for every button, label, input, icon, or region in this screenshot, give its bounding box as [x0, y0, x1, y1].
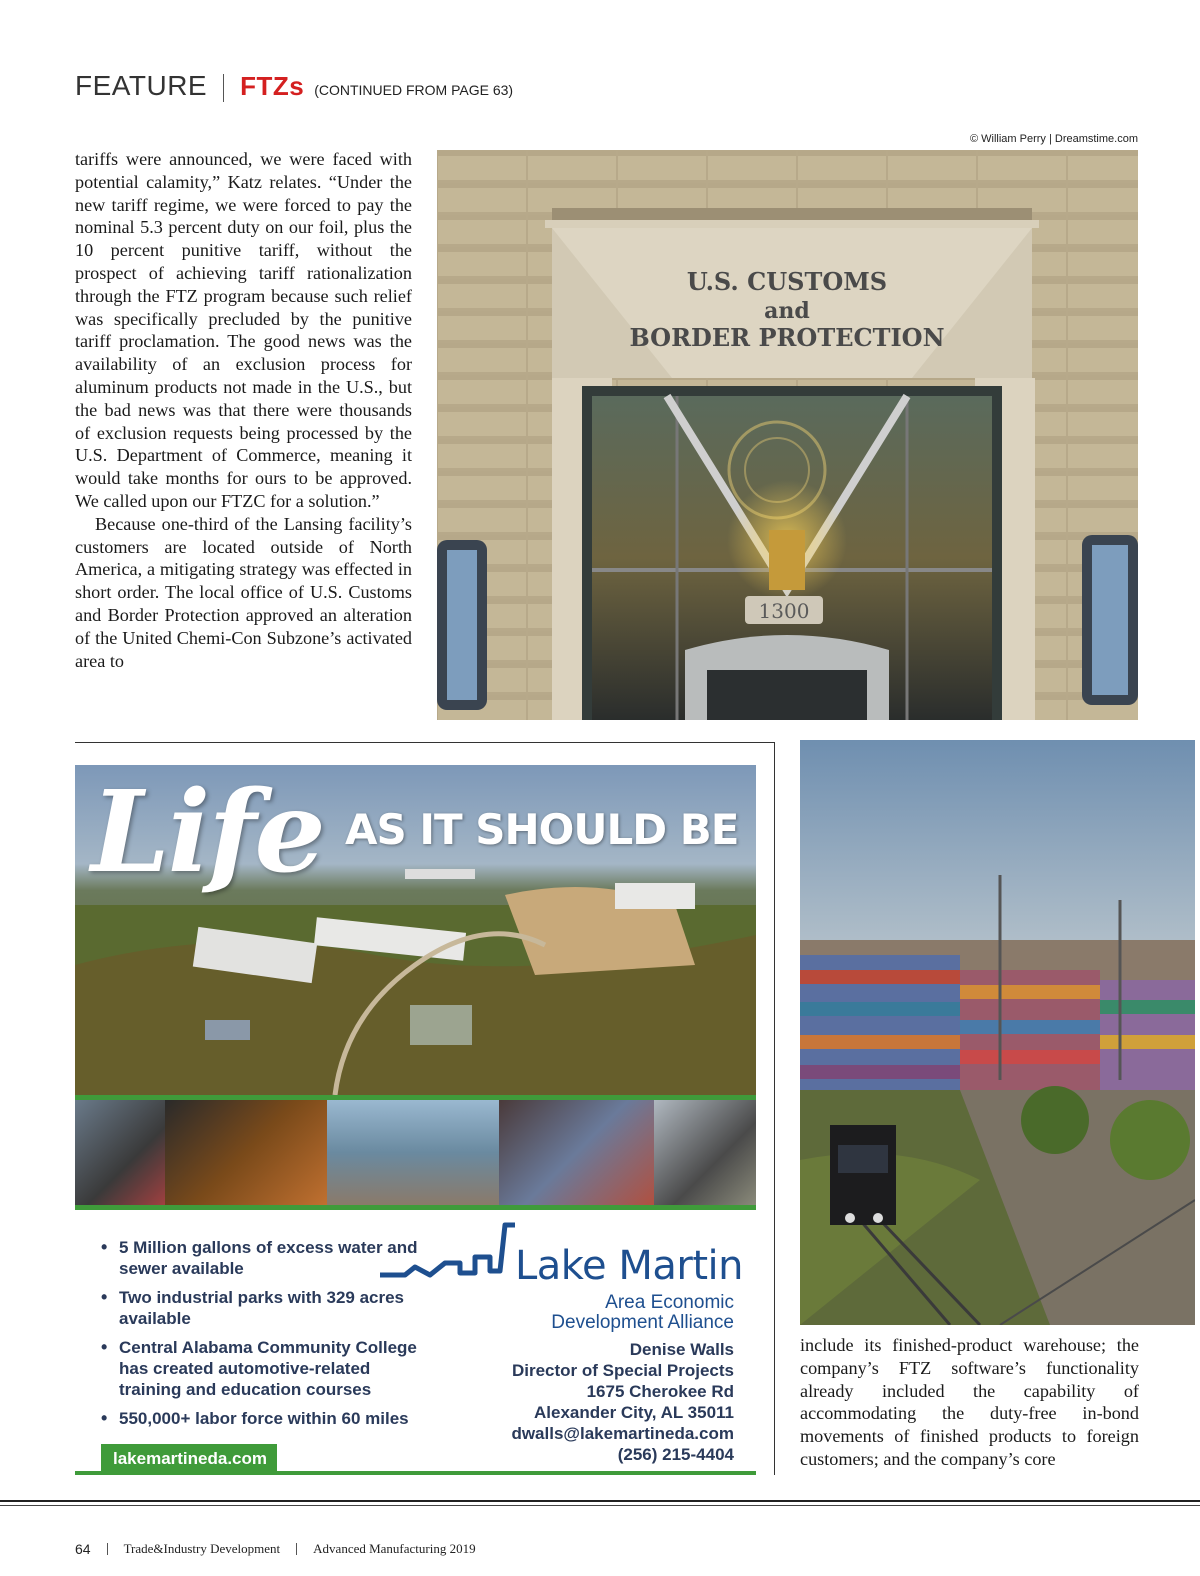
strip-photo-welder [165, 1100, 327, 1205]
ad-bullet: • Two industrial parks with 329 acres available [101, 1287, 421, 1329]
ad-bottom-rule [75, 1471, 756, 1475]
org-name: Lake Martin [515, 1243, 743, 1289]
contact-title: Director of Special Projects [511, 1361, 734, 1380]
page-footer [75, 1541, 476, 1557]
rail-yard-photo [800, 740, 1195, 1325]
article-paragraph: Because one-third of the Lansing facility’s customers are located outside of North America, a mitigating strategy was effected in short order. The local office of U.S. Customs and Border Protection approved an alteration of the United Chemi-Con Subzone’s activated area to [75, 513, 412, 671]
ad-headline-script: Life [91, 767, 324, 898]
contact-street: 1675 Cherokee Rd [586, 1382, 734, 1401]
ad-website-link[interactable]: lakemartineda.com [101, 1444, 277, 1474]
org-subtitle-1: Area Economic [605, 1292, 734, 1313]
photo-credit: © William Perry | Dreamstime.com [969, 133, 1138, 145]
magazine-name: Trade&Industry Development [123, 1541, 281, 1556]
article-right-column [800, 1334, 1139, 1471]
ad-bullet-list [101, 1237, 421, 1437]
sign-line-2: and [764, 298, 810, 324]
footer-divider [296, 1543, 297, 1555]
feature-label: FEATURE [75, 70, 208, 101]
continued-note: (CONTINUED FROM PAGE 63) [314, 82, 514, 98]
aerial-photo [75, 765, 756, 1095]
strip-photo-machinist [654, 1100, 756, 1205]
contact-city: Alexander City, AL 35011 [533, 1403, 734, 1422]
contact-email[interactable]: dwalls@lakemartineda.com [511, 1424, 734, 1443]
org-subtitle-2: Development Alliance [551, 1312, 734, 1333]
article-paragraph: tariffs were announced, we were faced with potential calamity,” Katz relates. “Under the new tariff regime, we were forced to pay the nominal 5.3 percent duty on our foil, plus the 10 percent punitive tariff, without the prospect of achieving tariff rationalization through the FTZ program because such relief was specifically precluded by the punitive tariff proclamation. The good news was the availability of an exclusion process for aluminum products not made in the U.S., but the bad news was that there were thousands of exclusion requests being processed by the U.S. Department of Commerce, meaning it would take months for ours to be approved. We called upon our FTZC for a solution.” [75, 149, 412, 511]
article-paragraph: include its finished-product warehouse; the company’s FTZ software’s functionality already included the capability of accommodating the duty-free in-bond movements of finished products to foreign customers; and the company’s core [800, 1335, 1139, 1469]
footer-divider [107, 1543, 108, 1555]
sign-line-3: BORDER PROTECTION [629, 323, 945, 352]
footer-rule [0, 1500, 1200, 1502]
customs-building-photo [437, 150, 1138, 720]
contact-block [511, 1339, 734, 1465]
contact-phone: (256) 215-4404 [617, 1445, 734, 1464]
issue-name: Advanced Manufacturing 2019 [313, 1541, 476, 1556]
lake-martin-advertisement [75, 765, 756, 1475]
contact-name: Denise Walls [629, 1340, 734, 1359]
ad-photo-strip [75, 1095, 756, 1210]
strip-photo-workers [75, 1100, 165, 1205]
ad-headline-rest: AS IT SHOULD BE [345, 805, 739, 854]
section-title: FTZs [240, 71, 305, 101]
address-number: 1300 [758, 599, 810, 623]
footer-rule-secondary [0, 1505, 1200, 1506]
strip-photo-technician [499, 1100, 654, 1205]
page-number: 64 [75, 1541, 91, 1557]
header-divider [223, 74, 224, 102]
strip-photo-pier [327, 1100, 499, 1205]
ad-bullet: • 5 Million gallons of excess water and sewer available [101, 1237, 421, 1279]
ad-bullet: • Central Alabama Community College has created automotive-related training and education courses [101, 1337, 421, 1400]
article-left-column [75, 148, 412, 672]
ad-bullet: • 550,000+ labor force within 60 miles [101, 1408, 421, 1429]
page-header [75, 70, 513, 106]
sign-line-1: U.S. CUSTOMS [686, 267, 888, 296]
